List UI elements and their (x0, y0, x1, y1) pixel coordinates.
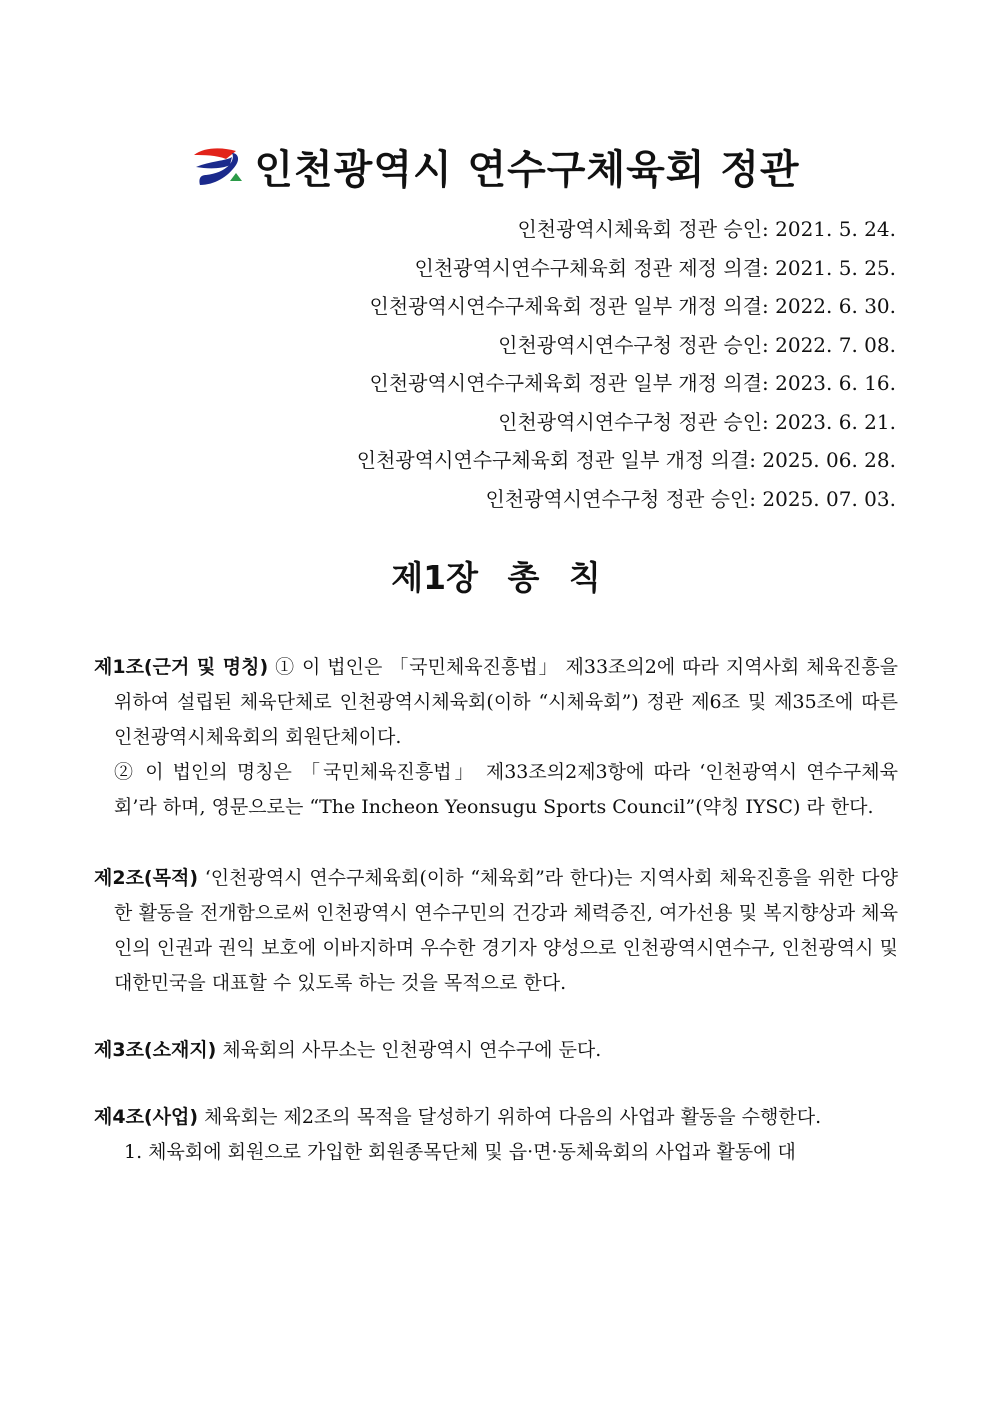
article-heading: 제3조(소재지) (94, 1039, 217, 1061)
logo-navy-band (196, 157, 232, 168)
history-row: 인천광역시연수구체육회 정관 제정 의결: 2021. 5. 25. (414, 255, 896, 280)
document-title: 인천광역시 연수구체육회 정관 (254, 147, 800, 193)
logo-green-triangle (230, 173, 242, 181)
history-row: 인천광역시체육회 정관 승인: 2021. 5. 24. (517, 217, 896, 241)
spacer (94, 825, 898, 861)
article-1 (94, 650, 898, 755)
article-text: 체육회의 사무소는 인천광역시 연수구에 둔다. (216, 1039, 602, 1061)
history-row: 인천광역시연수구체육회 정관 일부 개정 의결: 2025. 06. 28. (356, 448, 896, 472)
article-text: ‘인천광역시 연수구체육회(이하 “체육회”라 한다)는 지역사회 체육진흥을 위한 다양한 활동을 전개함으로써 인천광역시 연수구민의 건강과 체력증진, 여가선용 및 복지향상과 체육인의 인권과 권익 보호에 이바지하며 우수한 경기자 양성으로 인천광역시연수구, 인천광역시 및 대한민국을 대표할 수 있도록 하는 것을 목적으로 한다. (114, 867, 898, 994)
spacer (94, 1001, 898, 1033)
article-text: 체육회는 제2조의 목적을 달성하기 위하여 다음의 사업과 활동을 수행한다. (198, 1106, 822, 1128)
article-4 (94, 1100, 898, 1135)
article-1-clause-2: ② 이 법인의 명칭은 「국민체육진흥법」 제33조의2제3항에 따라 ‘인천광역시 연수구체육회’라 하며, 영문으로는 “The Incheon Yeonsugu Sports Council”(약칭 IYSC) 라 한다. (114, 761, 898, 818)
article-heading: 제1조(근거 및 명칭) (94, 656, 269, 678)
history-row: 인천광역시연수구청 정관 승인: 2023. 6. 21. (498, 409, 896, 434)
revision-history (76, 210, 896, 518)
article-heading: 제2조(목적) (94, 867, 199, 889)
articles-body (94, 650, 898, 1170)
spacer (94, 1068, 898, 1100)
incheon-city-logo (192, 145, 250, 189)
article-3 (94, 1033, 898, 1068)
history-row: 인천광역시연수구체육회 정관 일부 개정 의결: 2022. 6. 30. (369, 294, 896, 318)
article-text: ① 이 법인은 「국민체육진흥법」 제33조의2에 따라 지역사회 체육진흥을 위하여 설립된 체육단체로 인천광역시체육회(이하 “시체육회”) 정관 제6조 및 제35조에 따른 인천광역시체육회의 회원단체이다. (114, 656, 898, 748)
history-row: 인천광역시연수구청 정관 승인: 2022. 7. 08. (498, 332, 896, 357)
logo-red-swoosh (194, 148, 236, 159)
article-heading: 제4조(사업) (94, 1106, 199, 1128)
article-2 (94, 861, 898, 1001)
article-4-item-1: 1. 체육회에 회원으로 가입한 회원종목단체 및 읍·면·동체육회의 사업과 활동에 대 (124, 1141, 796, 1163)
page-title (0, 140, 992, 198)
chapter-title: 제1장 총 칙 (391, 558, 601, 597)
history-row: 인천광역시연수구체육회 정관 일부 개정 의결: 2023. 6. 16. (369, 371, 896, 395)
history-row: 인천광역시연수구청 정관 승인: 2025. 07. 03. (485, 486, 896, 511)
